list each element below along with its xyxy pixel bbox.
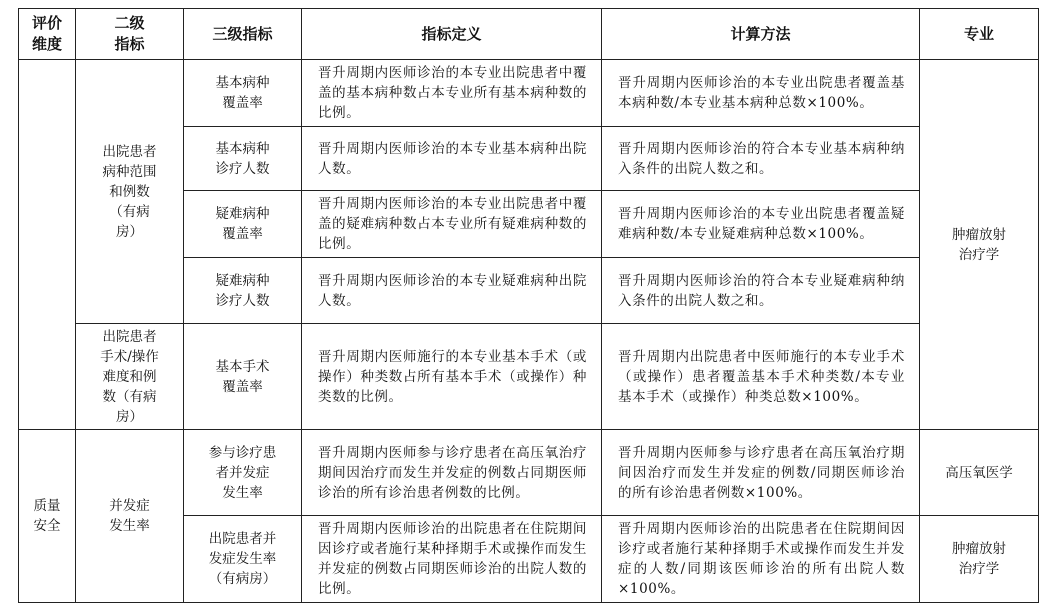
definition-cell: 晋升周期内医师诊治的本专业基本病种出院人数。 — [302, 127, 602, 191]
definition-cell: 晋升周期内医师诊治的本专业疑难病种出院人数。 — [302, 258, 602, 324]
method-cell: 晋升周期内医师参与诊疗患者在高压氧治疗期间因治疗而发生并发症的例数/同期医师诊治的所有诊治患者例数×100%。 — [602, 430, 920, 516]
method-cell: 晋升周期内医师诊治的符合本专业疑难病种纳入条件的出院人数之和。 — [602, 258, 920, 324]
method-cell: 晋升周期内医师诊治的符合本专业基本病种纳入条件的出院人数之和。 — [602, 127, 920, 191]
definition-cell: 晋升周期内医师参与诊疗患者在高压氧治疗期间因治疗而发生并发症的例数占同期医师诊治的所有诊治患者例数的比例。 — [302, 430, 602, 516]
dimension-cell: 质量 安全 — [19, 430, 76, 603]
header-specialty: 专业 — [920, 9, 1039, 60]
level2-cell: 出院患者 病种范围 和例数 （有病 房） — [76, 60, 184, 324]
header-row — [19, 9, 1039, 60]
level3-cell: 参与诊疗患 者并发症 发生率 — [184, 430, 302, 516]
header-definition: 指标定义 — [302, 9, 602, 60]
level3-cell: 基本病种 覆盖率 — [184, 60, 302, 127]
table-row — [19, 60, 1039, 127]
level2-cell: 出院患者 手术/操作 难度和例 数（有病 房） — [76, 324, 184, 430]
definition-cell: 晋升周期内医师施行的本专业基本手术（或操作）种类数占所有基本手术（或操作）种类数的比例。 — [302, 324, 602, 430]
table-row — [19, 324, 1039, 430]
definition-cell: 晋升周期内医师诊治的本专业出院患者中覆盖的疑难病种数占本专业所有疑难病种数的比例。 — [302, 191, 602, 258]
level2-cell: 并发症 发生率 — [76, 430, 184, 603]
dimension-cell-empty — [19, 60, 76, 430]
method-cell: 晋升周期内医师诊治的本专业出院患者覆盖基本病种数/本专业基本病种总数×100%。 — [602, 60, 920, 127]
indicator-table — [18, 8, 1039, 603]
header-level2: 二级 指标 — [76, 9, 184, 60]
method-cell: 晋升周期内医师诊治的出院患者在住院期间因诊疗或者施行某种择期手术或操作而发生并发症的人数/同期该医师诊治的所有出院人数×100%。 — [602, 516, 920, 603]
specialty-cell: 肿瘤放射 治疗学 — [920, 60, 1039, 430]
header-level3: 三级指标 — [184, 9, 302, 60]
definition-cell: 晋升周期内医师诊治的本专业出院患者中覆盖的基本病种数占本专业所有基本病种数的比例。 — [302, 60, 602, 127]
specialty-cell: 高压氧医学 — [920, 430, 1039, 516]
table-row — [19, 430, 1039, 516]
level3-cell: 出院患者并 发症发生率 （有病房） — [184, 516, 302, 603]
definition-cell: 晋升周期内医师诊治的出院患者在住院期间因诊疗或者施行某种择期手术或操作而发生并发症的例数占同期医师诊治的出院人数的比例。 — [302, 516, 602, 603]
method-cell: 晋升周期内医师诊治的本专业出院患者覆盖疑难病种数/本专业疑难病种总数×100%。 — [602, 191, 920, 258]
header-dimension: 评价 维度 — [19, 9, 76, 60]
level3-cell: 基本病种 诊疗人数 — [184, 127, 302, 191]
level3-cell: 疑难病种 诊疗人数 — [184, 258, 302, 324]
specialty-cell: 肿瘤放射 治疗学 — [920, 516, 1039, 603]
header-method: 计算方法 — [602, 9, 920, 60]
level3-cell: 基本手术 覆盖率 — [184, 324, 302, 430]
level3-cell: 疑难病种 覆盖率 — [184, 191, 302, 258]
method-cell: 晋升周期内出院患者中医师施行的本专业手术（或操作）患者覆盖基本手术种类数/本专业基本手术（或操作）种类总数×100%。 — [602, 324, 920, 430]
